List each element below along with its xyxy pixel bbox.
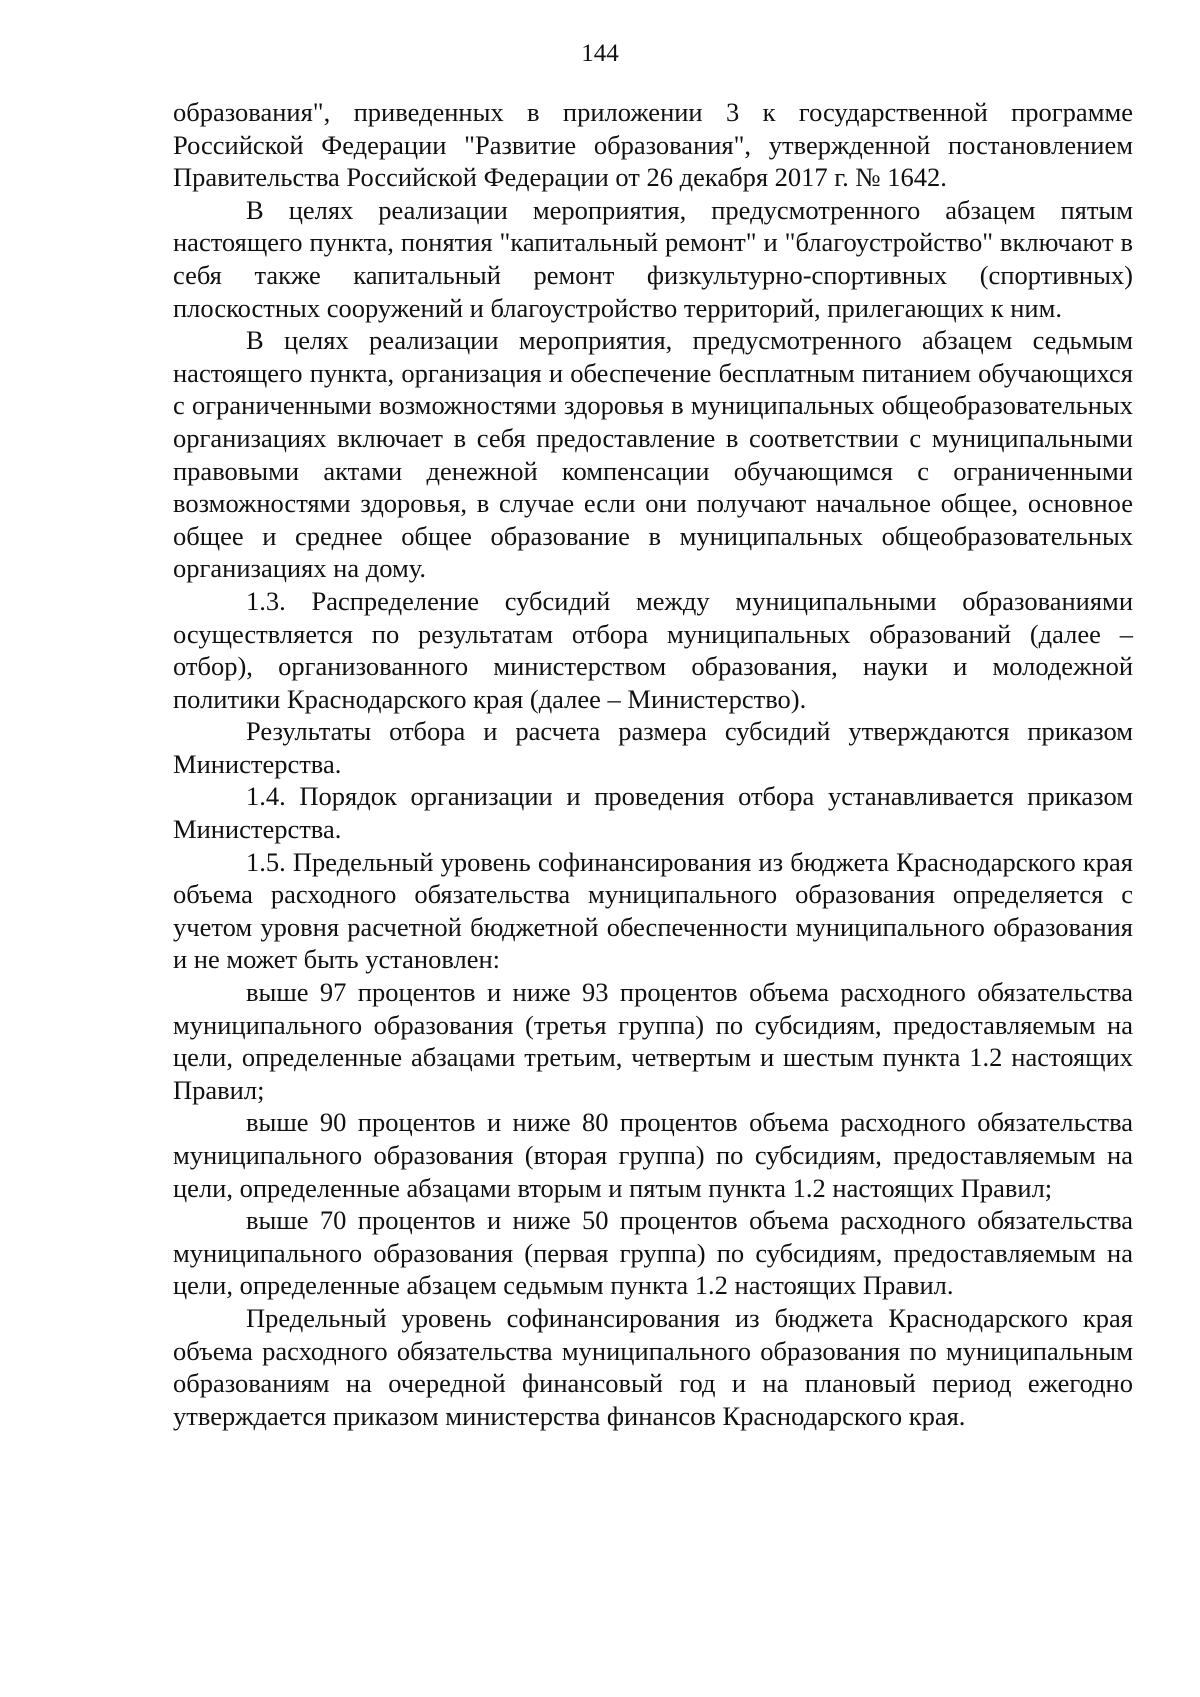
paragraph-capital-repair-definition: В целях реализации мероприятия, предусмотренного абзацем пятым настоящего пункта, понятия "капитальный ремонт" и "благоустройство" включают в себя также капитальный ремонт физкультурно-спортивных (спортивных) плоскостных сооружений и благоустройство территорий, прилегающих к ним. bbox=[173, 194, 1133, 323]
paragraph-free-meals-definition: В целях реализации мероприятия, предусмотренного абзацем седьмым настоящего пункта, организация и обеспечение бесплатным питанием обучающихся с ограниченными возможностями здоровья в муниципальных общеобразовательных организациях включает в себя предоставление в соответствии с муниципальными правовыми актами денежной компенсации обучающимся с ограниченными возможностями здоровья, в случае если они получают начальное общее, основное общее и среднее общее образование в муниципальных общеобразовательных организациях на дому. bbox=[173, 325, 1133, 584]
paragraph-clause-1-4: 1.4. Порядок организации и проведения отбора устанавливается приказом Министерства. bbox=[173, 781, 1133, 845]
document-body bbox=[173, 96, 1133, 1432]
paragraph-group-two: выше 90 процентов и ниже 80 процентов объема расходного обязательства муниципального образования (вторая группа) по субсидиям, предоставляемым на цели, определенные абзацами вторым и пятым пункта 1.2 настоящих Правил; bbox=[173, 1107, 1133, 1203]
paragraph-continuation: образования", приведенных в приложении 3 к государственной программе Российской Федерации "Развитие образования", утвержденной постановлением Правительства Российской Федерации от 26 декабря 2017 г. № 1642. bbox=[173, 97, 1133, 193]
paragraph-selection-results: Результаты отбора и расчета размера субсидий утверждаются приказом Министерства. bbox=[173, 716, 1133, 779]
page-number: 144 bbox=[581, 40, 619, 67]
paragraph-clause-1-3: 1.3. Распределение субсидий между муниципальными образованиями осуществляется по результатам отбора муниципальных образований (далее – отбор), организованного министерством образования, науки и молодежной политики Краснодарского края (далее – Министерство). bbox=[173, 585, 1133, 714]
paragraph-cofinancing-approval: Предельный уровень софинансирования из бюджета Краснодарского края объема расходного обязательства муниципального образования по муниципальным образованиям на очередной финансовый год и на плановый период ежегодно утверждается приказом министерства финансов Краснодарского края. bbox=[173, 1302, 1133, 1431]
paragraph-group-one: выше 70 процентов и ниже 50 процентов объема расходного обязательства муниципального образования (первая группа) по субсидиям, предоставляемым на цели, определенные абзацем седьмым пункта 1.2 настоящих Правил. bbox=[173, 1205, 1133, 1301]
paragraph-clause-1-5: 1.5. Предельный уровень софинансирования из бюджета Краснодарского края объема расходного обязательства муниципального образования определяется с учетом уровня расчетной бюджетной обеспеченности муниципального образования и не может быть установлен: bbox=[173, 846, 1133, 975]
paragraph-group-three: выше 97 процентов и ниже 93 процентов объема расходного обязательства муниципального образования (третья группа) по субсидиям, предоставляемым на цели, определенные абзацами третьим, четвертым и шестым пункта 1.2 настоящих Правил; bbox=[173, 977, 1133, 1105]
